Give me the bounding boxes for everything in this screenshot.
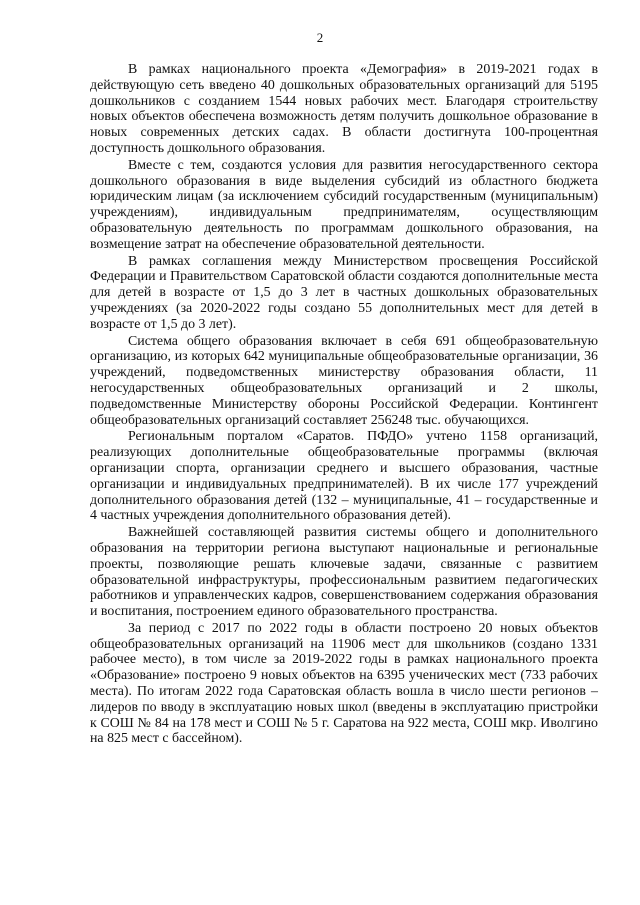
paragraph-school-construction: За период с 2017 по 2022 годы в области построено 20 новых объектов общеобразовательных организаций на 11906 мест для школьников (создано 1331 рабочее место), в том числе за 2019-2022 годы в рамках национального проекта «Образование» построено 9 новых объектов на 6395 ученических мест (733 рабочих места). По итогам 2022 года Саратовская область вошла в число шести регионов – лидеров по вводу в эксплуатацию новых школ (введены в эксплуатацию пристройки к СОШ № 84 на 178 мест и СОШ № 5 г. Саратова на 922 места, СОШ мкр. Иволгино на 825 мест с бассейном). — [90, 620, 598, 747]
paragraph-demography-project: В рамках национального проекта «Демография» в 2019-2021 годах в действующую сеть введено 40 дошкольных образовательных организаций для 5195 дошкольников с созданием 1544 новых рабочих мест. Благодаря строительству новых объектов обеспечена возможность детям получить дошкольное образование в новых современных детских садах. В области достигнута 100-процентная доступность дошкольного образования. — [90, 62, 598, 156]
paragraph-general-education-system: Система общего образования включает в себя 691 общеобразовательную организацию, из которых 642 муниципальные общеобразовательные организации, 36 учреждений, подведомственных министерству образования области, 11 негосударственных общеобразовательных организаций и 2 школы, подведомственные Министерству обороны Российской Федерации. Контингент общеобразовательных организаций составляет 256248 тыс. обучающихся. — [90, 333, 598, 428]
page-number: 2 — [316, 30, 324, 45]
paragraph-ministry-agreement: В рамках соглашения между Министерством просвещения Российской Федерации и Правительством Саратовской области создаются дополнительные места для детей в возрасте от 1,5 до 3 лет в частных дошкольных образовательных учреждениях (за 2020-2022 годы создано 55 дополнительных мест для детей в возрасте от 1,5 до 3 лет). — [90, 253, 598, 332]
paragraph-national-projects: Важнейшей составляющей развития системы общего и дополнительного образования на территории региона выступают национальные и региональные проекты, позволяющие решать ключевые задачи, связанные с развитием образовательной инфраструктуры, профессиональным развитием педагогических работников и управленческих кадров, совершенствованием содержания образования и воспитания, построением единого образовательного пространства. — [90, 525, 598, 620]
paragraph-non-state-sector: Вместе с тем, создаются условия для развития негосударственного сектора дошкольного образования в виде выделения субсидий из областного бюджета юридическим лицам (за исключением субсидий государственным (муниципальным) учреждениям), индивидуальным предпринимателям, осуществляющим образовательную деятельность по программам дошкольного образования, на возмещение затрат на обеспечение образовательной деятельности. — [90, 157, 598, 252]
paragraph-pfdo-portal: Региональным порталом «Саратов. ПФДО» учтено 1158 организаций, реализующих дополнительные общеобразовательные программы (включая организации спорта, организации среднего и высшего образования, частные организации и индивидуальных предпринимателей). В их числе 177 учреждений дополнительного образования детей (132 – муниципальные, 41 – государственные и 4 частных учреждения дополнительного образования детей). — [90, 429, 598, 524]
document-body — [90, 62, 598, 748]
